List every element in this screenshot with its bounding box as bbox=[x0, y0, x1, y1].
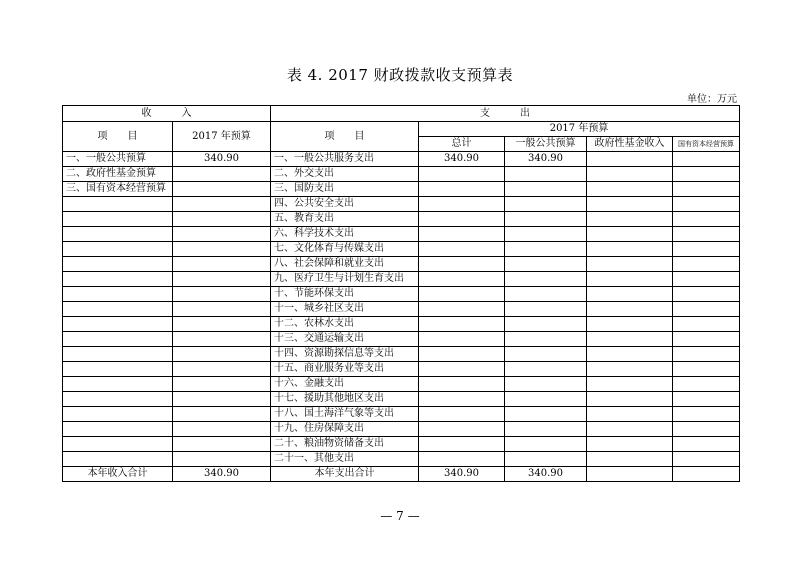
income-value-cell bbox=[173, 362, 271, 377]
income-item-cell bbox=[63, 362, 173, 377]
expense-item-cell: 十一、城乡社区支出 bbox=[271, 302, 419, 317]
capital-cell bbox=[673, 272, 740, 287]
income-value-cell bbox=[173, 347, 271, 362]
table-body bbox=[63, 152, 740, 467]
expense-item-cell: 十九、住房保障支出 bbox=[271, 422, 419, 437]
income-item-cell bbox=[63, 317, 173, 332]
total-cell bbox=[419, 422, 505, 437]
general-cell bbox=[505, 317, 587, 332]
total-cell bbox=[419, 242, 505, 257]
income-value-cell bbox=[173, 212, 271, 227]
total-cell bbox=[419, 347, 505, 362]
income-value-cell bbox=[173, 197, 271, 212]
expense-item-cell: 八、社会保障和就业支出 bbox=[271, 257, 419, 272]
page-title: 表 4. 2017 财政拨款收支预算表 bbox=[286, 66, 514, 84]
general-cell bbox=[505, 377, 587, 392]
general-cell bbox=[505, 242, 587, 257]
expense-item-cell: 十六、金融支出 bbox=[271, 377, 419, 392]
income-value-cell bbox=[173, 407, 271, 422]
income-item-cell bbox=[63, 377, 173, 392]
total-cell bbox=[419, 452, 505, 467]
capital-cell bbox=[673, 407, 740, 422]
general-total-value: 340.90 bbox=[505, 467, 587, 482]
general-cell bbox=[505, 437, 587, 452]
total-cell: 340.90 bbox=[419, 152, 505, 167]
totals-row bbox=[63, 467, 740, 482]
capital-cell bbox=[673, 212, 740, 227]
income-item-cell: 一、一般公共预算 bbox=[63, 152, 173, 167]
income-item-cell bbox=[63, 242, 173, 257]
income-item-cell bbox=[63, 212, 173, 227]
expense-item-cell: 七、文化体育与传媒支出 bbox=[271, 242, 419, 257]
general-cell bbox=[505, 272, 587, 287]
fund-cell bbox=[587, 362, 673, 377]
table-row bbox=[63, 422, 740, 437]
table-row bbox=[63, 197, 740, 212]
general-cell bbox=[505, 332, 587, 347]
expense-header: 支 出 bbox=[271, 106, 740, 122]
table-row bbox=[63, 257, 740, 272]
capital-cell bbox=[673, 227, 740, 242]
capital-total-value bbox=[673, 467, 740, 482]
income-header: 收 入 bbox=[63, 106, 271, 122]
income-value-cell bbox=[173, 302, 271, 317]
capital-cell bbox=[673, 242, 740, 257]
general-cell bbox=[505, 422, 587, 437]
income-value-cell bbox=[173, 182, 271, 197]
capital-cell bbox=[673, 347, 740, 362]
general-cell bbox=[505, 452, 587, 467]
income-value-cell bbox=[173, 287, 271, 302]
capital-cell bbox=[673, 377, 740, 392]
capital-cell bbox=[673, 437, 740, 452]
expense-item-cell: 三、国防支出 bbox=[271, 182, 419, 197]
expense-item-header: 项 目 bbox=[271, 122, 419, 152]
fund-cell bbox=[587, 257, 673, 272]
general-cell bbox=[505, 392, 587, 407]
total-cell bbox=[419, 362, 505, 377]
fund-cell bbox=[587, 302, 673, 317]
capital-cell bbox=[673, 422, 740, 437]
income-item-cell bbox=[63, 287, 173, 302]
income-item-cell bbox=[63, 422, 173, 437]
capital-cell bbox=[673, 317, 740, 332]
fund-total-value bbox=[587, 467, 673, 482]
expense-item-cell: 六、科学技术支出 bbox=[271, 227, 419, 242]
income-item-cell: 三、国有资本经营预算 bbox=[63, 182, 173, 197]
fund-cell bbox=[587, 377, 673, 392]
expense-item-cell: 五、教育支出 bbox=[271, 212, 419, 227]
expense-item-cell: 二十一、其他支出 bbox=[271, 452, 419, 467]
income-item-cell bbox=[63, 197, 173, 212]
general-cell bbox=[505, 407, 587, 422]
income-item-cell bbox=[63, 272, 173, 287]
total-cell bbox=[419, 167, 505, 182]
income-item-cell bbox=[63, 437, 173, 452]
income-value-cell bbox=[173, 167, 271, 182]
expense-item-cell: 十八、国土海洋气象等支出 bbox=[271, 407, 419, 422]
total-cell bbox=[419, 317, 505, 332]
income-value-cell bbox=[173, 452, 271, 467]
income-item-cell bbox=[63, 257, 173, 272]
capital-cell bbox=[673, 257, 740, 272]
income-item-cell bbox=[63, 227, 173, 242]
expense-total-value: 340.90 bbox=[419, 467, 505, 482]
general-cell bbox=[505, 197, 587, 212]
general-cell bbox=[505, 347, 587, 362]
capital-cell bbox=[673, 182, 740, 197]
table-row bbox=[63, 347, 740, 362]
total-cell bbox=[419, 182, 505, 197]
table-row bbox=[63, 182, 740, 197]
expense-item-cell: 十二、农林水支出 bbox=[271, 317, 419, 332]
total-cell bbox=[419, 437, 505, 452]
expense-item-cell: 十五、商业服务业等支出 bbox=[271, 362, 419, 377]
fund-cell bbox=[587, 152, 673, 167]
fund-cell bbox=[587, 437, 673, 452]
expense-item-cell: 二十、粮油物资储备支出 bbox=[271, 437, 419, 452]
budget-table bbox=[62, 105, 740, 482]
table-row bbox=[63, 302, 740, 317]
expense-item-cell: 二、外交支出 bbox=[271, 167, 419, 182]
fund-cell bbox=[587, 452, 673, 467]
fund-cell bbox=[587, 407, 673, 422]
expense-item-cell: 十四、资源勘探信息等支出 bbox=[271, 347, 419, 362]
table-row bbox=[63, 287, 740, 302]
capital-cell bbox=[673, 167, 740, 182]
table-row bbox=[63, 452, 740, 467]
total-cell bbox=[419, 287, 505, 302]
total-cell bbox=[419, 272, 505, 287]
total-cell bbox=[419, 407, 505, 422]
table-row bbox=[63, 212, 740, 227]
table-row bbox=[63, 407, 740, 422]
income-value-cell bbox=[173, 317, 271, 332]
fund-cell bbox=[587, 422, 673, 437]
general-cell bbox=[505, 257, 587, 272]
income-value-cell bbox=[173, 242, 271, 257]
fund-cell bbox=[587, 182, 673, 197]
capital-cell bbox=[673, 362, 740, 377]
table-row bbox=[63, 437, 740, 452]
income-item-cell: 二、政府性基金预算 bbox=[63, 167, 173, 182]
income-item-cell bbox=[63, 452, 173, 467]
total-cell bbox=[419, 257, 505, 272]
fund-cell bbox=[587, 317, 673, 332]
table-row bbox=[63, 167, 740, 182]
capital-cell bbox=[673, 452, 740, 467]
expense-item-cell: 十、节能环保支出 bbox=[271, 287, 419, 302]
table-row bbox=[63, 362, 740, 377]
capital-cell bbox=[673, 302, 740, 317]
capital-cell bbox=[673, 332, 740, 347]
header-row-1 bbox=[63, 106, 740, 122]
page-number: — 7 — bbox=[380, 509, 420, 523]
income-value-cell bbox=[173, 227, 271, 242]
income-item-cell bbox=[63, 332, 173, 347]
table-row bbox=[63, 242, 740, 257]
income-item-cell bbox=[63, 392, 173, 407]
fund-cell bbox=[587, 287, 673, 302]
general-cell bbox=[505, 227, 587, 242]
expense-item-cell: 一、一般公共服务支出 bbox=[271, 152, 419, 167]
income-item-cell bbox=[63, 302, 173, 317]
general-cell bbox=[505, 212, 587, 227]
general-cell bbox=[505, 167, 587, 182]
gov-fund-header: 政府性基金收入 bbox=[587, 137, 673, 152]
fund-cell bbox=[587, 392, 673, 407]
fund-cell bbox=[587, 227, 673, 242]
table-row bbox=[63, 152, 740, 167]
total-cell bbox=[419, 377, 505, 392]
fund-cell bbox=[587, 167, 673, 182]
total-cell bbox=[419, 302, 505, 317]
income-value-cell bbox=[173, 422, 271, 437]
state-capital-header: 国有资本经营预算 bbox=[673, 137, 740, 152]
income-value-cell bbox=[173, 272, 271, 287]
income-item-cell bbox=[63, 407, 173, 422]
capital-cell bbox=[673, 287, 740, 302]
total-cell bbox=[419, 332, 505, 347]
income-value-cell bbox=[173, 257, 271, 272]
income-total-label: 本年收入合计 bbox=[63, 467, 173, 482]
general-public-header: 一般公共预算 bbox=[505, 137, 587, 152]
total-header: 总计 bbox=[419, 137, 505, 152]
fund-cell bbox=[587, 272, 673, 287]
table-row bbox=[63, 227, 740, 242]
fund-cell bbox=[587, 332, 673, 347]
income-value-cell bbox=[173, 332, 271, 347]
table-row bbox=[63, 392, 740, 407]
expense-item-cell: 四、公共安全支出 bbox=[271, 197, 419, 212]
table-row bbox=[63, 332, 740, 347]
table-row bbox=[63, 317, 740, 332]
income-value-cell: 340.90 bbox=[173, 152, 271, 167]
expense-item-cell: 十三、交通运输支出 bbox=[271, 332, 419, 347]
unit-label: 单位：万元 bbox=[687, 94, 737, 105]
fund-cell bbox=[587, 212, 673, 227]
fund-cell bbox=[587, 347, 673, 362]
fund-cell bbox=[587, 197, 673, 212]
general-cell: 340.90 bbox=[505, 152, 587, 167]
general-cell bbox=[505, 362, 587, 377]
total-cell bbox=[419, 227, 505, 242]
general-cell bbox=[505, 287, 587, 302]
income-value-cell bbox=[173, 377, 271, 392]
income-value-cell bbox=[173, 392, 271, 407]
capital-cell bbox=[673, 152, 740, 167]
fund-cell bbox=[587, 242, 673, 257]
total-cell bbox=[419, 212, 505, 227]
income-budget-header: 2017 年预算 bbox=[173, 122, 271, 152]
budget-2017-group-header: 2017 年预算 bbox=[419, 122, 740, 137]
capital-cell bbox=[673, 197, 740, 212]
expense-total-label: 本年支出合计 bbox=[271, 467, 419, 482]
header-row-2 bbox=[63, 122, 740, 137]
expense-item-cell: 十七、援助其他地区支出 bbox=[271, 392, 419, 407]
income-total-value: 340.90 bbox=[173, 467, 271, 482]
general-cell bbox=[505, 182, 587, 197]
table-row bbox=[63, 272, 740, 287]
income-item-header: 项 目 bbox=[63, 122, 173, 152]
total-cell bbox=[419, 392, 505, 407]
general-cell bbox=[505, 302, 587, 317]
capital-cell bbox=[673, 392, 740, 407]
income-value-cell bbox=[173, 437, 271, 452]
income-item-cell bbox=[63, 347, 173, 362]
expense-item-cell: 九、医疗卫生与计划生育支出 bbox=[271, 272, 419, 287]
table-row bbox=[63, 377, 740, 392]
total-cell bbox=[419, 197, 505, 212]
